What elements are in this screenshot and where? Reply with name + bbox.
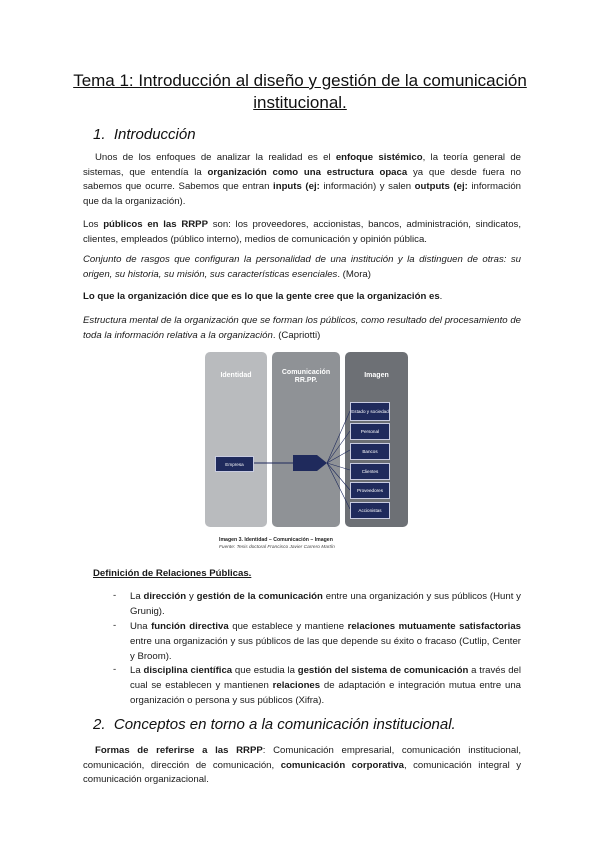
paragraph-rrpp-forms: Formas de referirse a las RRPP: Comunicación empresarial, comunicación institucional, comunicación, dirección de comunicación, comunicación corporativa, comunicación integral y comunicación organizacional. [83, 745, 521, 786]
target-box: Bancos [350, 443, 390, 460]
identity-communication-image-diagram [205, 352, 408, 527]
paragraph-organization-statement: Lo que la organización dice que es lo que la gente cree que la organización es. [83, 291, 443, 302]
target-box: Accionistas [350, 502, 390, 519]
target-box: Estado y sociedad [350, 402, 390, 421]
figure-credit: Fuente: Tesis doctoral Francisco Javier Carrero Martín [219, 545, 335, 550]
identity-column-title: Identidad [220, 372, 252, 379]
target-box: Clientes [350, 463, 390, 480]
paragraph-identity-definition: Conjunto de rasgos que configuran la personalidad de una institución y la distinguen de otras: su origen, su historia, su misión, sus características esenciales. (Mora) [83, 254, 521, 280]
section-heading-2 [93, 716, 456, 733]
section-title: Conceptos en torno a la comunicación institucional. [113, 716, 456, 733]
paragraph-systemic-approach: Unos de los enfoques de analizar la realidad es el enfoque sistémico, la teoría general de sistemas, que entendía la organización como una estructura opaca ya que desde fuera no sabemos que ocurre. Sabemos que entran inputs (ej: información) y salen outputs (ej: información que da la organización). [83, 152, 521, 207]
bullet-dash: - [113, 620, 117, 631]
paragraph-image-definition: Estructura mental de la organización que se forman los públicos, como resultado del procesamiento de toda la información relativa a la organización. (Capriotti) [83, 315, 521, 341]
target-box: Personal [350, 423, 390, 440]
definition-item: Una función directiva que establece y mantiene relaciones mutuamente satisfactorias entre una organización y sus públicos de las que depende su éxito o fracaso (Cutlip, Center y Broom). [130, 621, 521, 662]
paragraph-publics: Los públicos en las RRPP son: los proveedores, accionistas, bancos, administración, sindicatos, clientes, empleados (público interno), medios de comunicación y opinión pública. [83, 219, 521, 245]
arrow-shape [293, 455, 327, 471]
page-title: Tema 1: Introducción al diseño y gestión de la comunicación institucional. [73, 71, 527, 112]
section-number: 1. [93, 126, 106, 143]
bullet-dash: - [113, 590, 117, 601]
section-title: Introducción [113, 126, 196, 143]
section-number: 2. [93, 716, 106, 733]
definition-item: La disciplina científica que estudia la gestión del sistema de comunicación a través del cual se establecen y mantienen relaciones de adaptación e integración mutua entre una organización o persona y sus públicos (Xifra). [130, 665, 522, 706]
figure-caption: Imagen 3. Identidad – Comunicación – Imagen [219, 537, 333, 543]
fan-lines [327, 411, 350, 509]
target-box: Proveedores [350, 482, 390, 499]
source-box: Empresa [215, 456, 254, 472]
image-column-title: Imagen [364, 372, 389, 379]
section-heading-1 [93, 126, 196, 143]
bullet-dash: - [113, 664, 117, 675]
definition-heading: Definición de Relaciones Públicas. [93, 568, 252, 579]
definition-item: La dirección y gestión de la comunicación entre una organización y sus públicos (Hunt y Grunig). [130, 591, 521, 617]
communication-column-title: Comunicación RR.PP. [281, 369, 331, 384]
